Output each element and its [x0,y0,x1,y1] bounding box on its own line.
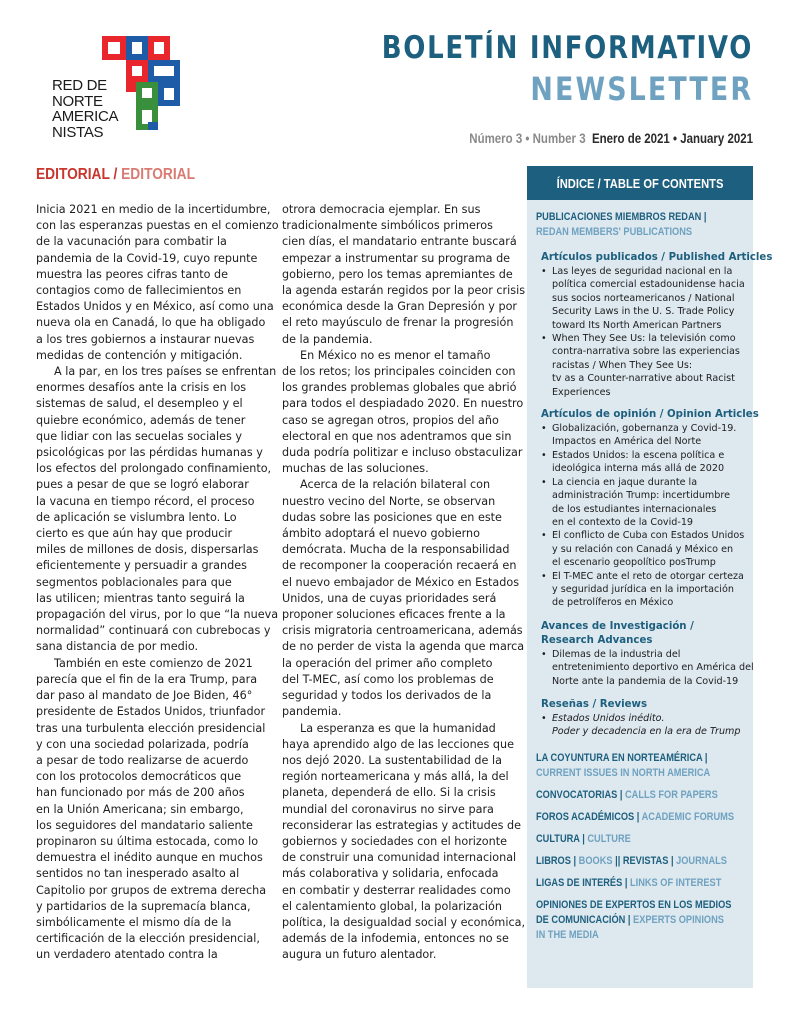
editorial-line: cien días, el mandatario entrante buscará [282,235,517,249]
toc-subheading-reviews[interactable]: Reseñas / Reviews [541,698,648,710]
toc-item[interactable] [541,712,748,739]
editorial-line: de aplicación se vislumbra lento. Lo [36,510,237,524]
editorial-line: certificación de la elección presidencial, [36,932,260,946]
editorial-line: parecía que el fin de la era Trump, para [36,672,258,686]
editorial-line: más colaborativa y solidaria, enfocada [282,867,499,881]
editorial-line: demuestra el inédito aunque en muchos [36,851,263,865]
issue-date-en: January 2021 [680,130,753,146]
toc-item[interactable] [541,422,748,449]
toc-item-line: Poder y decadencia en la era de Trump [552,726,741,738]
editorial-line: pandemia. [282,705,342,719]
toc-link-libros-es: LIBROS | [536,854,577,867]
editorial-line: nueva ola en Canadá, lo que ha obligado [36,316,266,330]
toc-item-line: Norte ante la pandemia de la Covid-19 [552,675,739,687]
toc-item-line: y seguridad jurídica en la importación [552,583,734,595]
editorial-line: Estados Unidos y en México, así como una [36,300,274,314]
editorial-paragraph [282,477,525,720]
editorial-column-1 [36,202,279,964]
toc-item-line: política comercial estadounidense hacia [552,279,745,291]
editorial-line: pandemia de la Covid-19, cuyo repunte [36,251,258,265]
editorial-line: quiebre económico, además de tener [36,413,246,427]
toc-item-line: administración Trump: incertidumbre [552,490,730,502]
toc-link-opiniones-en: IN THE MEDIA [536,928,599,941]
editorial-column-2 [282,202,526,964]
toc-item-line: entretenimiento deportivo en América del [552,662,754,674]
toc-publicaciones-group [541,251,773,739]
editorial-line: otrora democracia ejemplar. En sus [282,203,481,216]
toc-link-ligas-en: LINKS OF INTEREST [629,876,722,889]
editorial-paragraph [282,348,524,478]
editorial-line: presidente de Estados Unidos, triunfador [36,705,266,719]
editorial-line: con las esperanzas puestas en el comienzo [36,219,279,233]
editorial-line: sentidos no tan inesperado asalto al [36,867,240,881]
editorial-line: de construir una comunidad internacional [282,851,517,865]
toc-link-cultura[interactable] [536,832,714,847]
issue-line [469,130,753,146]
logo-line: RED DE [52,77,107,94]
editorial-line: cierto es que aún hay que producir [36,527,233,541]
editorial-line: los grandes problemas globales que abrió [282,381,517,395]
toc-link-ligas-es: LIGAS DE INTERÉS | [536,876,628,889]
editorial-line: política, la desigualdad social y económica, [282,915,526,929]
toc-item-line: • El conflicto de Cuba con Estados Unidos [552,530,745,542]
editorial-line: crisis migratoria centroamericana, además [282,624,523,638]
issue-separator: • [525,130,530,146]
toc-item[interactable] [541,332,748,399]
toc-item-line: ideológica interna más allá de 2020 [552,463,725,475]
toc-content [536,210,773,943]
editorial-line: augura un futuro alentador. [282,948,437,962]
editorial-line: de no perder de vista la agenda que marca [282,640,525,654]
editorial-line: En México no es menor el tamaño [300,348,491,362]
editorial-paragraph [282,202,526,348]
toc-link-libros-en: BOOKS [578,854,613,867]
toc-item[interactable] [541,648,754,688]
toc-item-line: y su relación con Canadá y México en [552,543,734,555]
toc-link-convocatorias-en: CALLS FOR PAPERS [625,788,718,801]
toc-link-revistas-en: JOURNALS [676,854,727,867]
editorial-line: demócrata. Mucha de la responsabilidad [282,543,510,557]
logo-line: NISTAS [52,123,104,141]
editorial-line: el reto mayúsculo de frenar la progresión [282,316,514,330]
toc-item[interactable] [541,449,748,476]
editorial-line: la vacuna en tiempo récord, el proceso [36,494,255,508]
editorial-line: haya aprendido algo de las lecciones que [282,737,515,751]
editorial-line: ámbito adoptará el nuevo gobierno [282,527,480,541]
editorial-line: de la pandemia. [282,332,373,346]
editorial-line: nos dejó 2020. La sustentabilidad de la [282,753,502,767]
editorial-line: los efectos del prolongado confinamiento, [36,462,272,476]
editorial-line: pues a pesar de que se logró elaborar [36,478,249,492]
toc-item-line: racistas / When They See Us: [552,359,693,371]
toc-link-foros-es: FOROS ACADÉMICOS | [536,810,640,823]
editorial-line: Unidos, una de cuyas prioridades será [282,591,497,605]
editorial-paragraph [282,721,526,964]
toc-item[interactable] [541,476,748,530]
editorial-line: A la par, en los tres países se enfrentan [54,365,277,379]
toc-item-line: de petrolíferos en México [552,597,674,609]
editorial-line: enormes desafíos ante la crisis en los [36,381,247,395]
toc-item-line: • La ciencia en jaque durante la [552,476,698,488]
toc-item-line: • El T-MEC ante el reto de otorgar certeza [552,570,744,582]
editorial-line: Acerca de la relación bilateral con [300,478,491,492]
toc-item-line: toward Its North American Partners [552,319,722,331]
toc-item[interactable] [541,265,748,332]
toc-item-line: contra-narrativa sobre las experiencias [552,346,740,358]
toc-item-line: Security Laws in the U. S. Trade Policy [552,306,735,318]
editorial-line: caso se agregan otros, propios del año [282,413,499,427]
toc-link-opiniones-en: EXPERTS OPINIONS [633,913,724,926]
toc-link-opiniones-es: DE COMUNICACIÓN | [536,913,631,926]
editorial-line: los seguidores del mandatario saliente [36,818,253,832]
editorial-line: contagios como de fallecimientos en [36,284,242,298]
toc-item-line: tv as a Counter-narrative about Racist [552,373,735,385]
editorial-line: de los retos; los principales coinciden con [282,365,516,379]
toc-list-published [541,265,748,399]
toc-item-line: Experiences [552,386,611,398]
editorial-line: del T-MEC, así como los problemas de [282,672,494,686]
editorial-line: normalidad” continuará con cubrebocas y [36,624,271,638]
editorial-line: además de la infodemia, entonces no se [282,932,509,946]
editorial-line: Capitolio por grupos de extrema derecha [36,883,267,897]
toc-title-bar [527,166,753,200]
editorial-line: a los tres gobiernos a instaurar nuevas [36,332,255,346]
toc-link-libros-revistas[interactable]: LIBROS | BOOKS || REVISTAS | JOURNALS [536,854,727,867]
editorial-line: Inicia 2021 en medio de la incertidumbre, [36,203,271,216]
editorial-line: sana distancia de por medio. [36,640,199,654]
toc-link-cultura-en: CULTURE [587,832,631,845]
toc-link-coyuntura[interactable] [536,751,714,781]
editorial-line: la operación del primer año completo [282,656,493,670]
issue-date-es: Enero de 2021 [591,130,670,146]
editorial-line: empezar a instrumentar su programa de [282,251,511,265]
logo-wordmark [52,78,118,140]
editorial-line: y partidarios de la supremacía blanca, [36,899,251,913]
editorial-line: eficientemente y persuadir a grandes [36,559,247,573]
toc-subheading-opinion[interactable]: Artículos de opinión / Opinion Articles [541,409,759,421]
toc-link-publicaciones[interactable] [536,210,714,240]
toc-list-opinion [541,422,748,610]
editorial-line: gobierno, pero los temas apremiantes de [282,267,513,281]
toc-link-coyuntura-es: LA COYUNTURA EN NORTEAMÉRICA | [536,751,708,764]
editorial-paragraph [36,202,279,364]
toc-item-line: de los estudiantes internacionales [552,503,717,515]
toc-subheading-published[interactable]: Artículos publicados / Published Articles [541,252,773,263]
editorial-line: propagación del virus, por lo que “la nueva [36,608,279,622]
masthead-title-es: BOLETÍN INFORMATIVO [381,30,753,66]
editorial-line: duda podría politizar e incluso obstaculizar [282,446,523,460]
editorial-line: dar paso al mandato de Joe Biden, 46° [36,689,253,703]
editorial-line: tras una turbulenta elección presidencial [36,721,266,735]
toc-link-cultura-es: CULTURA | [536,832,585,845]
editorial-heading-es: EDITORIAL [36,166,110,183]
editorial-line: en combatir y desterrar realidades como [282,883,511,897]
toc-link-convocatorias[interactable] [536,788,718,803]
editorial-line: de la vacunación para combatir la [36,235,227,249]
toc-item-line: sus socios norteamericanos / National [552,292,735,304]
editorial-line: y con una sociedad polarizada, podría [36,737,249,751]
editorial-line: proponer soluciones eficaces frente a la [282,608,506,622]
editorial-line: el calentamiento global, la polarización [282,899,502,913]
toc-link-opiniones[interactable] [536,898,732,943]
editorial-line: económica desde la Gran Depresión y por [282,300,518,314]
toc-link-coyuntura-en: CURRENT ISSUES IN NORTH AMERICA [536,766,711,779]
toc-link-opiniones-es: OPINIONES DE EXPERTOS EN LOS MEDIOS [536,898,732,911]
toc-item[interactable] [541,570,748,610]
editorial-line: seguridad y todos los derivados de la [282,689,492,703]
toc-link-foros-en: ACADEMIC FORUMS [641,810,735,823]
editorial-paragraph [36,364,279,656]
toc-item[interactable] [541,529,748,569]
logo-line: AMERICA [52,108,119,125]
toc-title: ÍNDICE / TABLE OF CONTENTS [556,175,724,191]
editorial-line: un verdadero atentado contra la [36,948,218,962]
issue-number-en: Number 3 [532,130,586,146]
toc-item-line: en el contexto de la Covid-19 [552,516,694,528]
editorial-line: nuestro vecino del Norte, se observan [282,494,496,508]
toc-item-line: • Estados Unidos: la escena política e [552,449,725,461]
editorial-line: psicológicas por las pérdidas humanas y [36,446,263,460]
masthead-title-en: NEWSLETTER [530,70,753,108]
toc-item-line: • When They See Us: la televisión como [552,333,736,345]
editorial-line: propinaron su última estocada, como lo [36,834,259,848]
editorial-line: mundial del coronavirus no sirve para [282,802,494,816]
editorial-line: a pesar de todo realizarse de acuerdo [36,753,249,767]
editorial-heading [36,166,195,184]
toc-link-ligas[interactable] [536,876,722,891]
editorial-line: las utilicen; mientras tanto seguirá la [36,591,245,605]
editorial-line: muchas de las soluciones. [282,462,429,476]
editorial-line: el nuevo embajador de México en Estados [282,575,520,589]
toc-link-publicaciones-en: REDAN MEMBERS' PUBLICATIONS [536,226,693,238]
editorial-line: La esperanza es que la humanidad [300,721,496,735]
issue-number-es: Número 3 [469,130,523,146]
editorial-line: la agenda estarán regidos por la peor crisis [282,284,526,298]
logo-line: NORTE [52,92,103,110]
editorial-line: También en este comienzo de 2021 [54,656,253,670]
editorial-heading-sep: / [109,166,122,183]
toc-item-line: Impactos en América del Norte [552,436,702,448]
toc-list-research [541,648,754,688]
toc-list-reviews [541,712,748,739]
toc-subheading-research[interactable] [541,620,748,648]
editorial-paragraph [36,656,272,964]
toc-subheading-research-line: Research Advances [541,634,653,646]
editorial-line: reconsiderar las estrategias y actitudes de [282,818,521,832]
editorial-line: que lidiar con las secuelas sociales y [36,429,243,443]
toc-subheading-research-line: Avances de Investigación / [541,620,694,632]
editorial-line: sistemas de salud, el desempleo y el [36,397,243,411]
editorial-line: muestra las peores cifras tanto de [36,267,229,281]
editorial-line: planeta, dependerá de ello. Si la crisis [282,786,496,800]
editorial-line: gobiernos y sociedades con el horizonte [282,834,507,848]
editorial-line: dudas sobre las posiciones que en este [282,510,502,524]
editorial-line: simbólicamente el mismo día de la [36,915,232,929]
toc-link-convocatorias-es: CONVOCATORIAS | [536,788,623,801]
toc-item-line: • Las leyes de seguridad nacional en la [552,266,733,277]
editorial-line: para todos el despiadado 2020. En nuestro [282,397,524,411]
editorial-heading-en: EDITORIAL [121,166,196,183]
editorial-line: tradicionalmente simbólicos primeros [282,219,493,233]
editorial-line: electoral en que nos adentramos que sin [282,429,512,443]
toc-item-line: • Globalización, gobernanza y Covid-19. [552,423,737,435]
editorial-line: segmentos poblacionales para que [36,575,232,589]
toc-item-line: el escenario geopolítico posTrump [552,557,716,569]
toc-link-revistas-es: REVISTAS | [622,854,674,867]
editorial-line: de recomponer la cooperación recaerá en [282,559,517,573]
toc-item-line: • Dilemas de la industria del [552,648,681,660]
toc-link-publicaciones-es: PUBLICACIONES MIEMBROS REDAN | [536,211,707,223]
editorial-line: región norteamericana y más allá, la del [282,770,509,784]
editorial-line: con los protocolos democráticos que [36,770,242,784]
toc-item-line: • Estados Unidos inédito. [552,712,665,724]
issue-date-separator: • [673,130,678,146]
toc-link-foros[interactable] [536,810,735,825]
editorial-line: en la Unión Americana; sin embargo, [36,802,244,816]
editorial-line: medidas de contención y mitigación. [36,348,243,362]
editorial-line: miles de millones de dosis, dispersarlas [36,543,259,557]
editorial-line: han funcionado por más de 200 años [36,786,245,800]
